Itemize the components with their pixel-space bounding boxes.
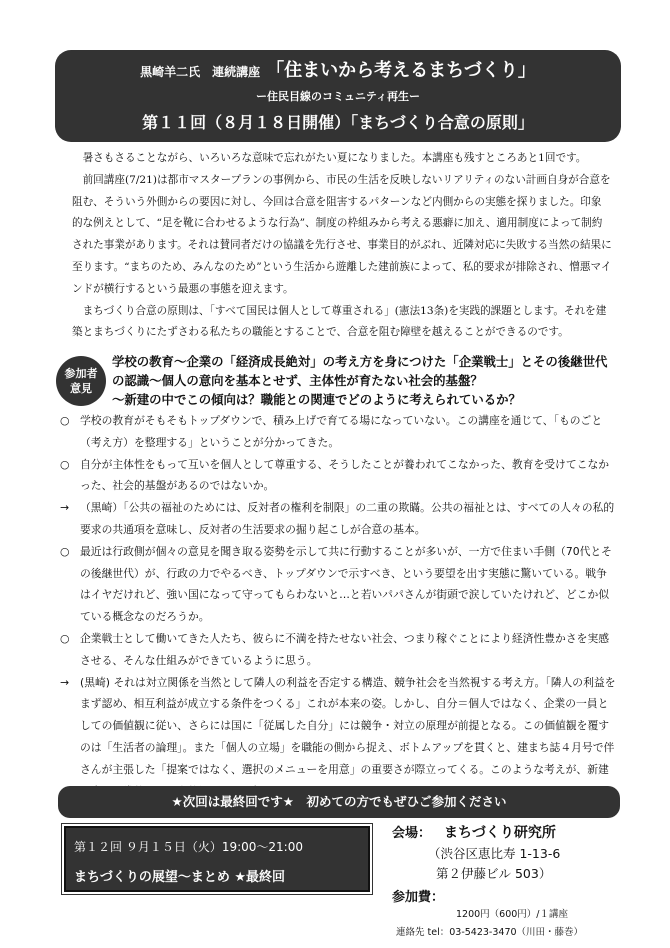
opinion-list xyxy=(60,410,616,802)
discussion-questions xyxy=(112,352,617,409)
badge-line: 参加者 xyxy=(64,367,98,380)
venue-label: 会場： xyxy=(392,826,432,841)
bullet-mark: ○ xyxy=(60,544,70,558)
bullet-mark: ○ xyxy=(60,457,70,471)
final-session-banner: ★次回は最終回です★ 初めての方でもぜひご参加ください xyxy=(58,786,620,818)
question-line: ～新建の中でこの傾向は？職能との関連でどのように考えられているか？ xyxy=(112,392,521,407)
opinion-item xyxy=(60,672,616,803)
intro-paragraph: まちづくり合意の原則は、「すべて国民は個人として尊重される」(憲法13条)を実践的課題とします。それを建築とまちづくりにたずさわる私たちの職能とすることで、合意を阻む障壁を越えることができるのです。 xyxy=(72,304,607,339)
intro-paragraph: 暑さもさることながら、いろいろな意味で忘れがたい夏になりました。本講座も残すところあと1回です。 xyxy=(82,152,587,164)
arrow-mark: → xyxy=(60,501,70,515)
fee-label: 参加費： xyxy=(392,890,445,905)
bullet-mark: ○ xyxy=(60,414,70,427)
opinion-text: 自分が主体性をもって互いを個人として尊重する、そうしたことが養われてこなかった、教育を受けてこなかった、社会的基盤があるのではないか。 xyxy=(80,457,610,493)
arrow-mark: → xyxy=(60,675,70,689)
opinion-item xyxy=(60,628,616,672)
bullet-mark: ○ xyxy=(60,631,70,645)
venue-name: まちづくり研究所 xyxy=(444,825,556,841)
next-session-title: まちづくりの展望～まとめ ★最終回 xyxy=(74,870,286,885)
next-session-date: 第１２回 ９月１５日（火）19:00～21:00 xyxy=(74,840,303,854)
opinion-text: 学校の教育がそもそもトップダウンで、積み上げで育てる場になっていない。この講座を通じて、「ものごと（考え方）を整理する」ということが分かってきた。 xyxy=(80,414,603,449)
question-line: 学校の教育～企業の「経済成長絶対」の考え方を身につけた「企業戦士」とその後継世代の認識～個人の意向を基本とせず、主体性が育たない社会的基盤？ xyxy=(112,354,608,388)
venue-building: 第２伊藤ビル 503） xyxy=(436,866,552,881)
series-subtitle: ー住民目線のコミュニティ再生ー xyxy=(256,90,420,103)
intro-paragraph: 前回講座(7/21)は都市マスタープランの事例から、市民の生活を反映しないリアリティのない計画自身が合意を阻む、そういう外側からの要因に対し、今回は合意を阻害するパターンなど内側からの実態を探りました。印象的な例えとして、“足を靴に合わせるような行為”、制度の枠組みから考える悪癖に加え、適用制度によって制約された事業があります。それは賛同者だけの協議を先行させ、事業目的がぶれ、近隣対応に失敗する当然の結果に至ります。“まちのため、みんなのため”という生活から遊離した建前族によって、私的要求が排除され、憎悪マインドが横行するという最悪の事態を迎えます。 xyxy=(72,173,612,295)
opinion-text: (黒崎) それは対立関係を当然として隣人の利益を否定する構造、競争社会を当然視する考え方。「隣人の利益をまず認め、相互利益が成立する条件をつくる」これが本来の姿。しかし、自分＝個人ではなく、企業の一員としての価値観に従い、さらには国に「従属した自分」には競争・対立の原理が前提となる。この価値観を覆すのは「生活者の論理」。また「個人の立場」を職能の側から捉え、ボトムアップを貫くと、建まち誌４月号で伴さんが主張した「提案ではなく、選択のメニューを用意」の重要さが際立ってくる。このような考えが、新建 xyxy=(80,675,616,776)
opinion-text: 企業戦士として働いてきた人たち、彼らに不満を持たせない社会、つまり稼ぐことにより経済性豊かさを実感させる、そんな仕組みができているように思う。 xyxy=(80,631,610,667)
opinion-text: （黒崎）「公共の福祉のためには、反対者の権利を制限」の二重の欺瞞。公共の福祉とは、すべての人々の私的要求の共通項を意味し、反対者の生活要求の掘り起こしが合意の基本。 xyxy=(80,501,615,536)
series-prefix: 黒崎羊二氏 連続講座 xyxy=(140,65,261,79)
opinion-item xyxy=(60,497,616,541)
contact-info: 連絡先 tel：03-5423-3470（川田・藤巻） xyxy=(396,927,584,938)
next-session-box xyxy=(64,826,370,892)
opinion-item xyxy=(60,454,616,498)
series-title: 「住まいから考えるまちづくり」 xyxy=(266,60,536,81)
series-line xyxy=(55,56,621,82)
venue-address: （渋谷区恵比寿 1-13-6 xyxy=(428,846,561,861)
intro-text xyxy=(72,148,612,344)
participant-opinion-badge xyxy=(56,356,106,406)
opinion-text: 最近は行政側が個々の意見を聞き取る姿勢を示して共に行動することが多いが、一方で住まい手側（70代とその後継世代）が、行政の力でやるべき、トップダウンで示すべき、という要望を出す実態に驚いている。戦争はイヤだけれど、強い国になって守ってもらわないと…と若いパパさんが街頭で涙していたけれど、どこか似ている概念なのだろうか。 xyxy=(80,544,612,624)
opinion-item xyxy=(60,410,616,454)
badge-line: 意見 xyxy=(70,382,92,395)
course-header xyxy=(55,50,621,142)
session-title: 第１１回（８月１８日開催）「まちづくり合意の原則」 xyxy=(142,113,534,132)
opinion-item xyxy=(60,541,616,628)
fee-value: 1200円（600円）/１講座 xyxy=(456,909,569,920)
